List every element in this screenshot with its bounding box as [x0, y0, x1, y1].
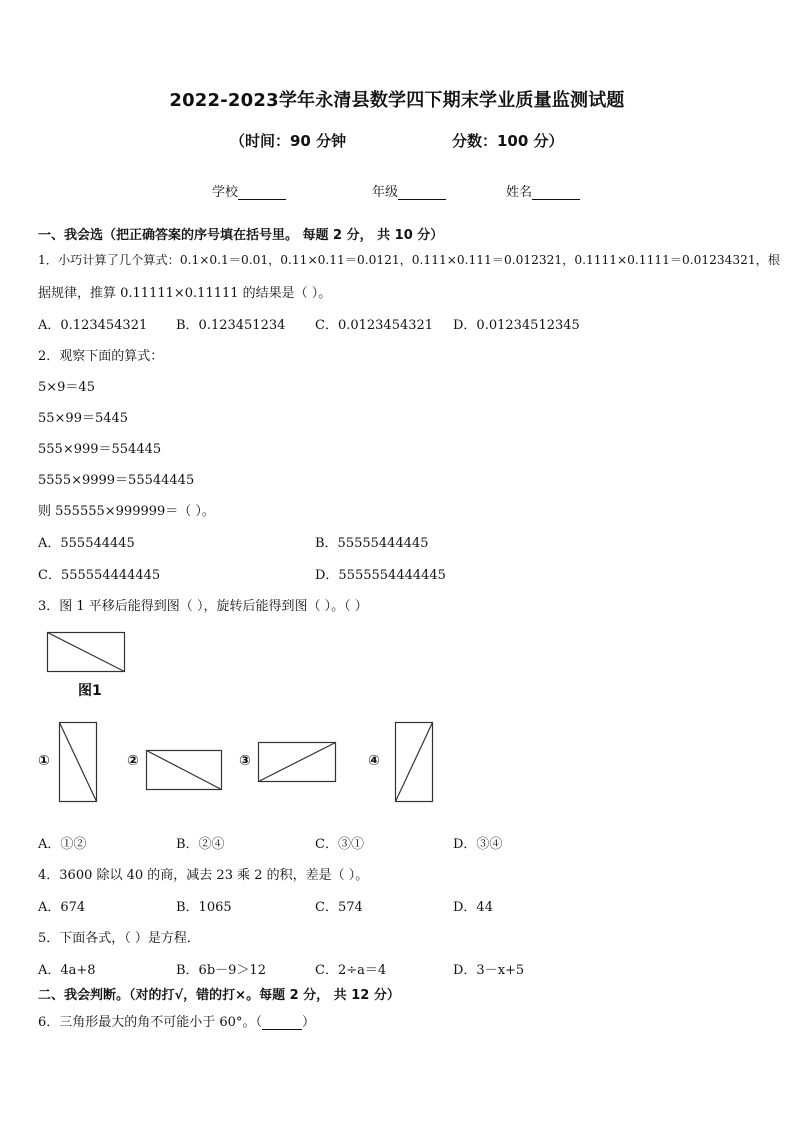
q3-option-d[interactable]: D．③④ [453, 837, 503, 852]
q2-eq4: 5555×9999＝55544445 [38, 473, 195, 488]
q2-option-c[interactable]: C．555554444445 [38, 568, 161, 583]
q4-option-d[interactable]: D．44 [453, 900, 493, 915]
figure1-label: 图1 [78, 683, 102, 699]
school-label: 学校 [212, 185, 239, 200]
q1-option-a[interactable]: A．0.123454321 [38, 318, 148, 333]
q5-option-c[interactable]: C．2÷a＝4 [315, 963, 387, 978]
choice2-figure [146, 750, 222, 790]
name-label: 姓名 [506, 185, 533, 200]
q3-option-b[interactable]: B．②④ [176, 837, 225, 852]
q5-stem: 5．下面各式，（ ）是方程． [38, 931, 200, 946]
choice3-mark: ③ [239, 753, 251, 769]
q5-option-a[interactable]: A．4a+8 [38, 963, 96, 978]
q2-eq2: 55×99＝5445 [38, 411, 129, 426]
grade-label: 年级 [372, 185, 399, 200]
grade-blank[interactable] [398, 186, 446, 200]
q2-option-d[interactable]: D．5555554444445 [315, 568, 446, 583]
school-blank[interactable] [238, 186, 286, 200]
q6-line [38, 1011, 315, 1030]
q5-option-d[interactable]: D．3－x+5 [453, 963, 525, 978]
choice1-mark: ① [38, 753, 50, 769]
exam-time: （时间：90 分钟 [230, 132, 347, 150]
q2-option-a[interactable]: A．555544445 [38, 536, 135, 551]
school-field [212, 181, 286, 200]
q6-close: ） [301, 1015, 315, 1030]
q4-option-b[interactable]: B．1065 [176, 900, 232, 915]
q3-option-a[interactable]: A．①② [38, 837, 87, 852]
q1-option-c[interactable]: C．0.0123454321 [315, 318, 434, 333]
q1-option-b[interactable]: B．0.123451234 [176, 318, 286, 333]
choice3-figure [258, 742, 336, 782]
section2-heading: 二、我会判断。（对的打√，错的打×。每题 2 分， 共 12 分） [38, 988, 400, 1003]
q2-stem: 2．观察下面的算式： [38, 349, 164, 364]
q5-option-b[interactable]: B．6b－9＞12 [176, 963, 266, 978]
q6-answer-blank[interactable] [262, 1017, 302, 1030]
q2-ask: 则 555555×999999＝（ ）。 [38, 504, 215, 519]
q1-line2: 据规律，推算 0.11111×0.11111 的结果是（ ）。 [38, 286, 332, 301]
q1-option-d[interactable]: D．0.01234512345 [453, 318, 580, 333]
q4-option-c[interactable]: C．574 [315, 900, 363, 915]
q3-option-c[interactable]: C．③① [315, 837, 364, 852]
q2-eq1: 5×9＝45 [38, 380, 95, 395]
q6-stem: 6．三角形最大的角不可能小于 60°。（ [38, 1015, 262, 1030]
choice1-figure [59, 722, 97, 802]
section1-heading: 一、我会选（把正确答案的序号填在括号里。 每题 2 分， 共 10 分） [38, 228, 444, 243]
q3-stem: 3．图 1 平移后能得到图（ ），旋转后能得到图（ ）。（ ） [38, 599, 368, 614]
name-field [506, 181, 580, 200]
name-blank[interactable] [532, 186, 580, 200]
page-title: 2022-2023学年永清县数学四下期末学业质量监测试题 [169, 90, 625, 111]
q2-option-b[interactable]: B．55555444445 [315, 536, 429, 551]
choice4-mark: ④ [368, 753, 380, 769]
grade-field [372, 181, 446, 200]
choice4-figure [395, 722, 433, 802]
q4-option-a[interactable]: A．674 [38, 900, 86, 915]
choice2-mark: ② [127, 753, 139, 769]
q1-line1: 1．小巧计算了几个算式：0.1×0.1＝0.01，0.11×0.11＝0.0121，0.111×0.111＝0.012321，0.1111×0.1111＝0.01234321，根 [38, 253, 781, 267]
exam-score: 分数：100 分） [452, 132, 564, 150]
q2-eq3: 555×999＝554445 [38, 442, 162, 457]
figure1-rectangle [47, 632, 125, 672]
q4-stem: 4．3600 除以 40 的商，减去 23 乘 2 的积，差是（ ）。 [38, 868, 369, 883]
